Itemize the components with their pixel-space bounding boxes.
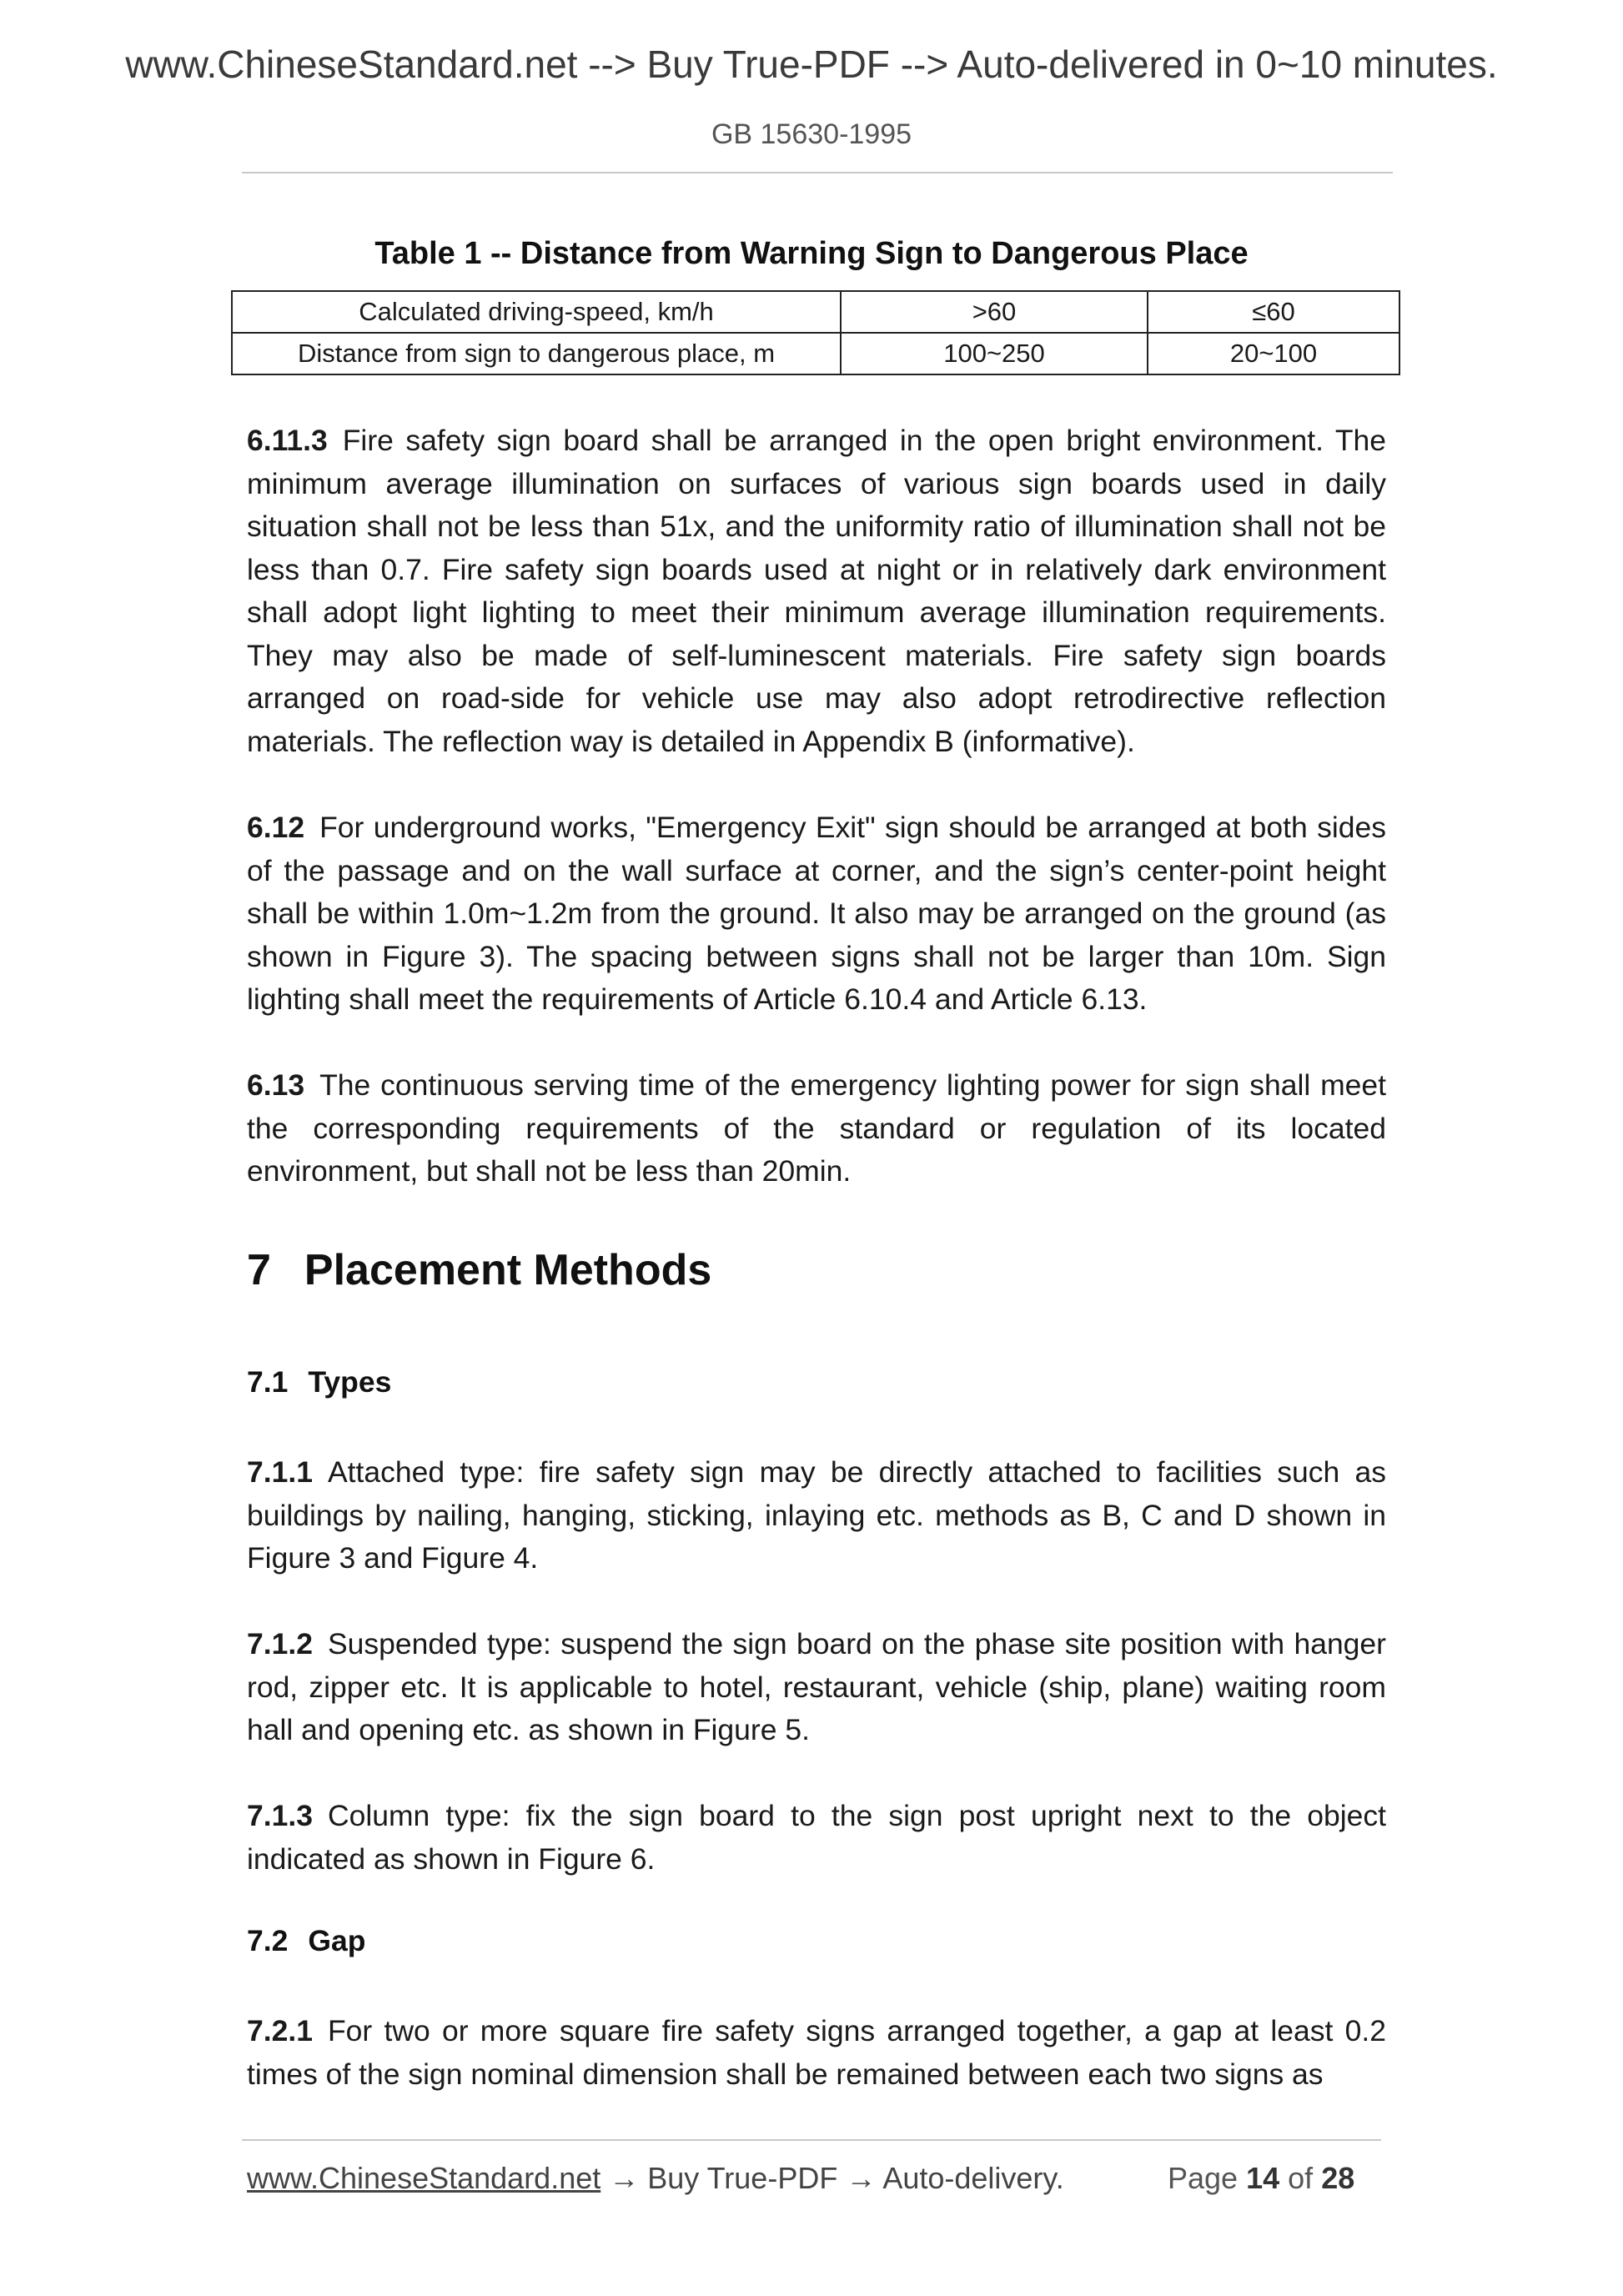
- clause-text: For two or more square fire safety signs arranged together, a gap at least 0.2 times of the sign nominal dimension shall be remained between each two signs as: [247, 2014, 1386, 2091]
- clause-6-12: [247, 806, 1386, 1022]
- clause-number: 6.11.3: [247, 424, 328, 457]
- clause-text: For underground works, "Emergency Exit" sign should be arranged at both sides of the passage and on the wall surface at corner, and the sign’s center-point height shall be within 1.0m~1.2m from the ground. It also may be arranged on the ground (as shown in Figure 3). The spacing between signs shall not be larger than 10m. Sign lighting shall meet the requirements of Article 6.10.4 and Article 6.13.: [247, 811, 1386, 1016]
- clause-text: Fire safety sign board shall be arranged in the open bright environment. The minimum average illumination on surfaces of various sign boards used in daily situation shall not be less than 51x, and the uniformity ratio of illumination shall not be less than 0.7. Fire safety sign boards used at night or in relatively dark environment shall adopt light lighting to meet their minimum average illumination requirements. They may also be made of self-luminescent materials. Fire safety sign boards arranged on road-side for vehicle use may also adopt retrodirective reflection materials. The reflection way is detailed in Appendix B (informative).: [247, 424, 1386, 758]
- clause-number: 7.1.1: [247, 1455, 313, 1489]
- table-cell: >60: [841, 291, 1148, 333]
- page-total: 28: [1321, 2161, 1355, 2195]
- clause-number: 6.13: [247, 1068, 305, 1102]
- clause-text: The continuous serving time of the emergency lighting power for sign shall meet the corresponding requirements of the standard or regulation of its located environment, but shall not be less than 20min.: [247, 1068, 1386, 1188]
- table-cell: Calculated driving-speed, km/h: [232, 291, 841, 333]
- page-indicator: [1168, 2161, 1354, 2196]
- table-cell: Distance from sign to dangerous place, m: [232, 333, 841, 374]
- table-cell: 100~250: [841, 333, 1148, 374]
- top-banner: www.ChineseStandard.net --> Buy True-PDF --> Auto-delivered in 0~10 minutes.: [125, 43, 1498, 86]
- clause-number: 6.12: [247, 811, 305, 844]
- clause-7-1-3: [247, 1795, 1386, 1881]
- footer-divider: [242, 2139, 1381, 2141]
- section-heading-7: [247, 1245, 711, 1295]
- clause-text: Attached type: fire safety sign may be directly attached to facilities such as buildings by nailing, hanging, sticking, inlaying etc. methods as B, C and D shown in Figure 3 and Figure 4.: [247, 1455, 1386, 1575]
- chinesestandard-link[interactable]: www.ChineseStandard.net: [247, 2161, 601, 2195]
- page-current: 14: [1246, 2161, 1280, 2195]
- footer-link-line: [247, 2161, 1064, 2196]
- header-divider: [242, 172, 1393, 173]
- clause-number: 7.2.1: [247, 2014, 313, 2047]
- clause-7-2-1: [247, 2010, 1386, 2096]
- clause-text: Suspended type: suspend the sign board on the phase site position with hanger rod, zipper etc. It is applicable to hotel, restaurant, vehicle (ship, plane) waiting room hall and opening etc. as shown in Figure 5.: [247, 1627, 1386, 1746]
- of-label: of: [1288, 2161, 1314, 2195]
- clause-number: 7.1.2: [247, 1627, 313, 1660]
- table-cell: 20~100: [1148, 333, 1399, 374]
- clause-text: Column type: fix the sign board to the sign post upright next to the object indicated as shown in Figure 6.: [247, 1799, 1386, 1876]
- page-label: Page: [1168, 2161, 1239, 2195]
- table-row: [232, 291, 1399, 333]
- table-cell: ≤60: [1148, 291, 1399, 333]
- table-row: [232, 333, 1399, 374]
- distance-table: [231, 290, 1400, 375]
- document-code: GB 15630-1995: [711, 118, 912, 150]
- subsection-heading-7-2: [247, 1924, 365, 1958]
- subsection-number: 7.1: [247, 1365, 289, 1399]
- section-title: Placement Methods: [304, 1246, 712, 1294]
- section-number: 7: [247, 1246, 271, 1294]
- clause-7-1-2: [247, 1623, 1386, 1752]
- clause-6-11-3: [247, 420, 1386, 763]
- table-title: Table 1 -- Distance from Warning Sign to Dangerous Place: [374, 236, 1249, 271]
- clause-7-1-1: [247, 1451, 1386, 1580]
- subsection-number: 7.2: [247, 1924, 289, 1957]
- subsection-title: Gap: [308, 1924, 366, 1957]
- subsection-title: Types: [308, 1365, 392, 1399]
- clause-6-13: [247, 1064, 1386, 1193]
- subsection-heading-7-1: [247, 1365, 391, 1399]
- clause-number: 7.1.3: [247, 1799, 313, 1832]
- footer-tagline: → Buy True-PDF → Auto-delivery.: [600, 2161, 1064, 2195]
